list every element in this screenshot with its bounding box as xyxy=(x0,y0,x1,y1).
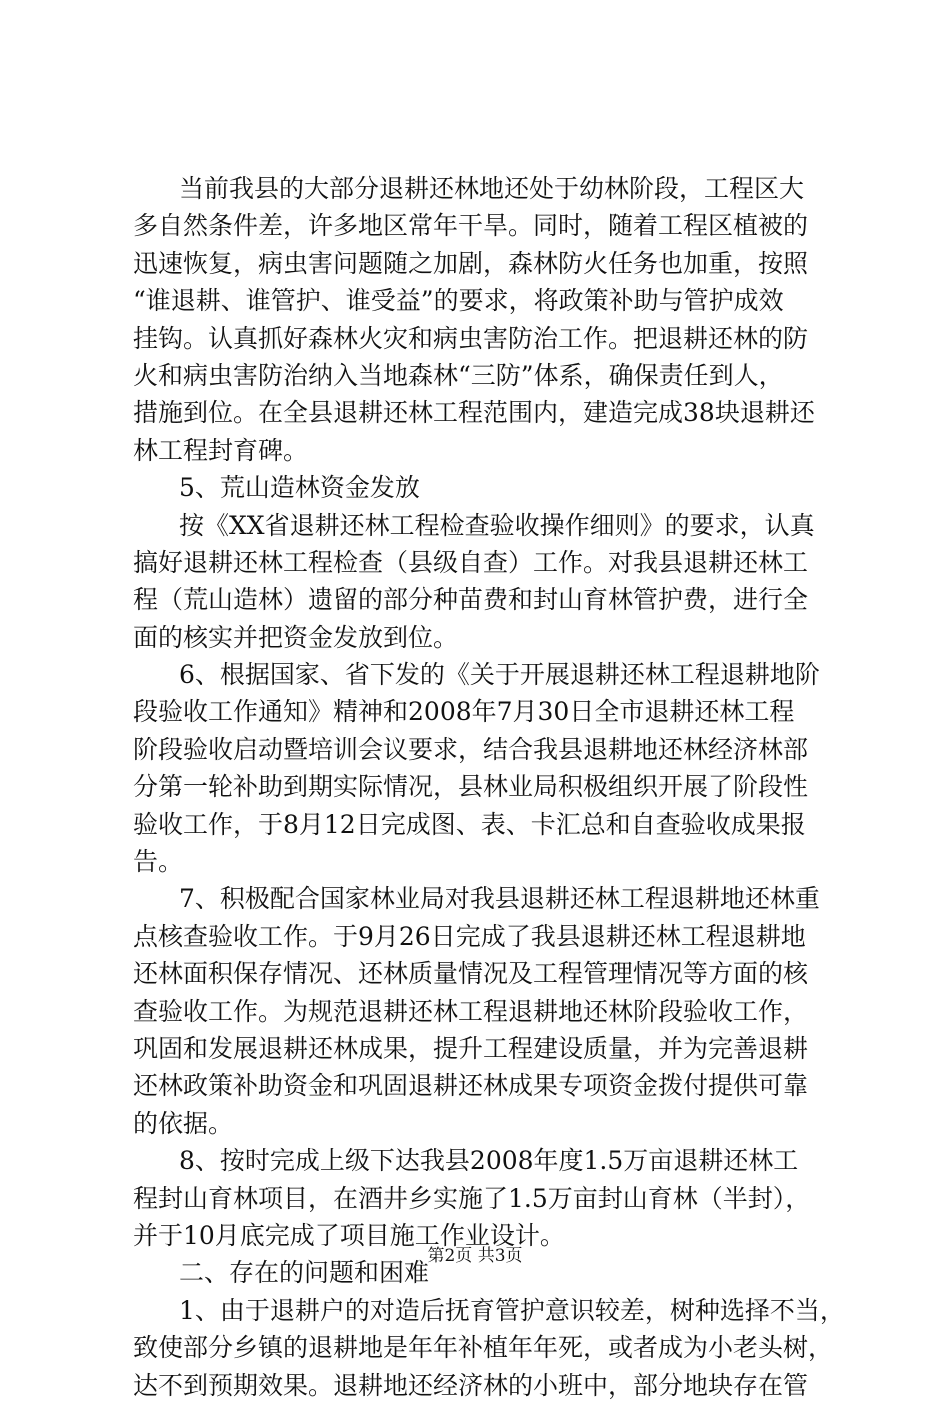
paragraph-line: 巩固和发展退耕还林成果，提升工程建设质量，并为完善退耕 xyxy=(133,1033,809,1063)
paragraph-line: 达不到预期效果。退耕地还经济林的小班中，部分地块存在管 xyxy=(133,1370,809,1400)
paragraph-line: 林工程封育碑。 xyxy=(133,435,309,465)
paragraph-line: 程（荒山造林）遗留的部分种苗费和封山育林管护费，进行全 xyxy=(133,585,809,615)
paragraph-line: 多自然条件差，许多地区常年干旱。同时，随着工程区植被的 xyxy=(133,211,809,241)
paragraph-line: 措施到位。在全县退耕还林工程范围内，建造完成38块退耕还 xyxy=(133,398,815,428)
paragraph-line: 按《XX省退耕还林工程检查验收操作细则》的要求，认真 xyxy=(179,510,815,540)
paragraph-line: 还林政策补助资金和巩固退耕还林成果专项资金拨付提供可靠 xyxy=(133,1071,809,1101)
paragraph-line: 挂钩。认真抓好森林火灾和病虫害防治工作。把退耕还林的防 xyxy=(133,323,809,353)
paragraph-line: 验收工作，于8月12日完成图、表、卡汇总和自查验收成果报 xyxy=(133,809,806,839)
paragraph-line: 6、根据国家、省下发的《关于开展退耕还林工程退耕地阶 xyxy=(179,660,820,690)
paragraph-line: 迅速恢复，病虫害问题随之加剧，森林防火任务也加重，按照 xyxy=(133,248,809,278)
paragraph-line: 的依据。 xyxy=(133,1108,234,1138)
section-heading: 二、存在的问题和困难 xyxy=(179,1258,430,1288)
document-body xyxy=(133,170,845,1404)
section-heading: 5、荒山造林资金发放 xyxy=(179,473,420,503)
paragraph-line: 点核查验收工作。于9月26日完成了我县退耕还林工程退耕地 xyxy=(133,921,806,951)
paragraph-line: 分第一轮补助到期实际情况，县林业局积极组织开展了阶段性 xyxy=(133,772,809,802)
paragraph-line: 致使部分乡镇的退耕地是年年补植年年死，或者成为小老头树， xyxy=(133,1333,834,1363)
paragraph-line: 搞好退耕还林工程检查（县级自查）工作。对我县退耕还林工 xyxy=(133,547,809,577)
paragraph-line: “谁退耕、谁管护、谁受益”的要求，将政策补助与管护成效 xyxy=(133,286,784,316)
page-number-footer: 第2页 共3页 xyxy=(427,1246,523,1266)
paragraph-line: 8、按时完成上级下达我县2008年度1.5万亩退耕还林工 xyxy=(179,1146,799,1176)
paragraph-line: 面的核实并把资金发放到位。 xyxy=(133,622,459,652)
paragraph-line: 还林面积保存情况、还林质量情况及工程管理情况等方面的核 xyxy=(133,959,809,989)
paragraph-line: 当前我县的大部分退耕还林地还处于幼林阶段，工程区大 xyxy=(179,174,805,203)
paragraph-line: 程封山育林项目，在酒井乡实施了1.5万亩封山育林（半封）， xyxy=(133,1183,811,1213)
paragraph-line: 查验收工作。为规范退耕还林工程退耕地还林阶段验收工作， xyxy=(133,996,809,1026)
paragraph-line: 7、积极配合国家林业局对我县退耕还林工程退耕地还林重 xyxy=(179,884,820,914)
paragraph-line: 阶段验收启动暨培训会议要求，结合我县退耕地还林经济林部 xyxy=(133,734,809,764)
paragraph-line: 段验收工作通知》精神和2008年7月30日全市退耕还林工程 xyxy=(133,697,795,727)
paragraph-line: 并于10月底完成了项目施工作业设计。 xyxy=(133,1220,565,1250)
paragraph-line: 告。 xyxy=(133,847,184,877)
paragraph-line: 火和病虫害防治纳入当地森林“三防”体系，确保责任到人， xyxy=(133,360,784,390)
paragraph-line: 1、由于退耕户的对造后抚育管护意识较差，树种选择不当， xyxy=(179,1295,845,1325)
